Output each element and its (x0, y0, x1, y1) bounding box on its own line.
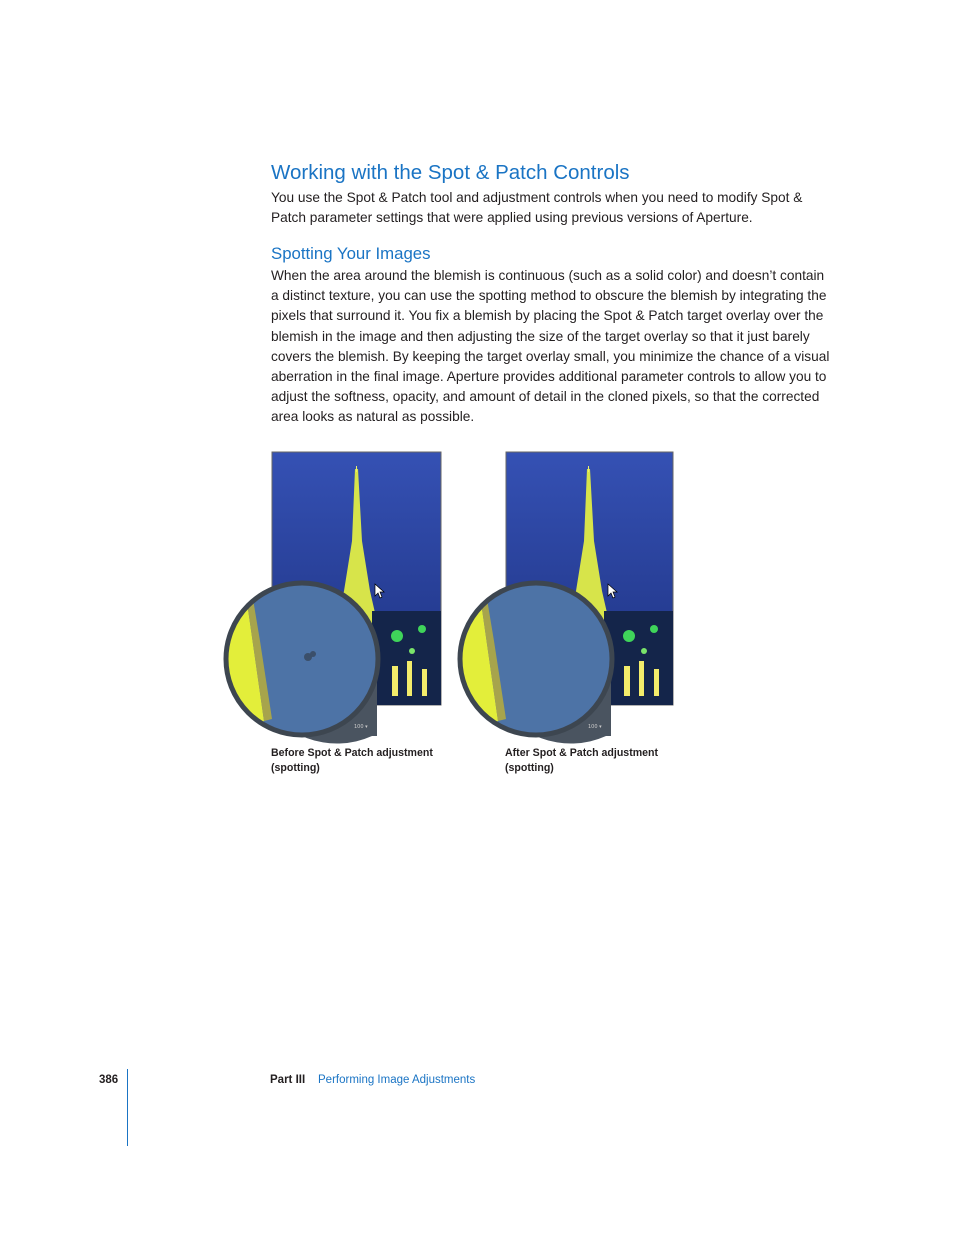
figure-after-caption (505, 746, 658, 776)
footer-divider (127, 1069, 128, 1146)
subsection-heading: Spotting Your Images (271, 244, 431, 263)
section-heading: Working with the Spot & Patch Controls (271, 161, 630, 184)
caption-line: (spotting) (505, 762, 554, 774)
body-paragraph: When the area around the blemish is continuous (such as a solid color) and doesn’t contain a distinct texture, you can use the spotting method to obscure the blemish by integrating the pixels that surround it. You fix a blemish by placing the Spot & Patch target overlay over the blemish in the image and then adjusting the size of the target overlay so that it just barely covers the blemish. By keeping the target overlay small, you minimize the chance of a visual aberration in the final image. Aperture provides additional parameter controls to allow you to adjust the softness, opacity, and amount of detail in the cloned pixels, so that the corrected area looks as natural as possible. (271, 268, 830, 425)
figure-before-caption (271, 746, 433, 776)
before-image (222, 451, 462, 751)
footer-section-link[interactable]: Performing Image Adjustments (318, 1074, 476, 1086)
caption-line: (spotting) (271, 762, 320, 774)
figure-after (456, 451, 696, 751)
page-number: 386 (99, 1074, 119, 1086)
intro-paragraph: You use the Spot & Patch tool and adjustment controls when you need to modify Spot & Patch parameter settings that were applied using previous versions of Aperture. (271, 190, 803, 225)
figure-before (222, 451, 462, 751)
caption-line: Before Spot & Patch adjustment (271, 747, 433, 759)
after-image (456, 451, 696, 751)
svg-text:100 ▾: 100 ▾ (354, 724, 368, 730)
caption-line: After Spot & Patch adjustment (505, 747, 659, 759)
svg-text:100 ▾: 100 ▾ (588, 724, 602, 730)
footer-part: Part III (270, 1074, 306, 1086)
